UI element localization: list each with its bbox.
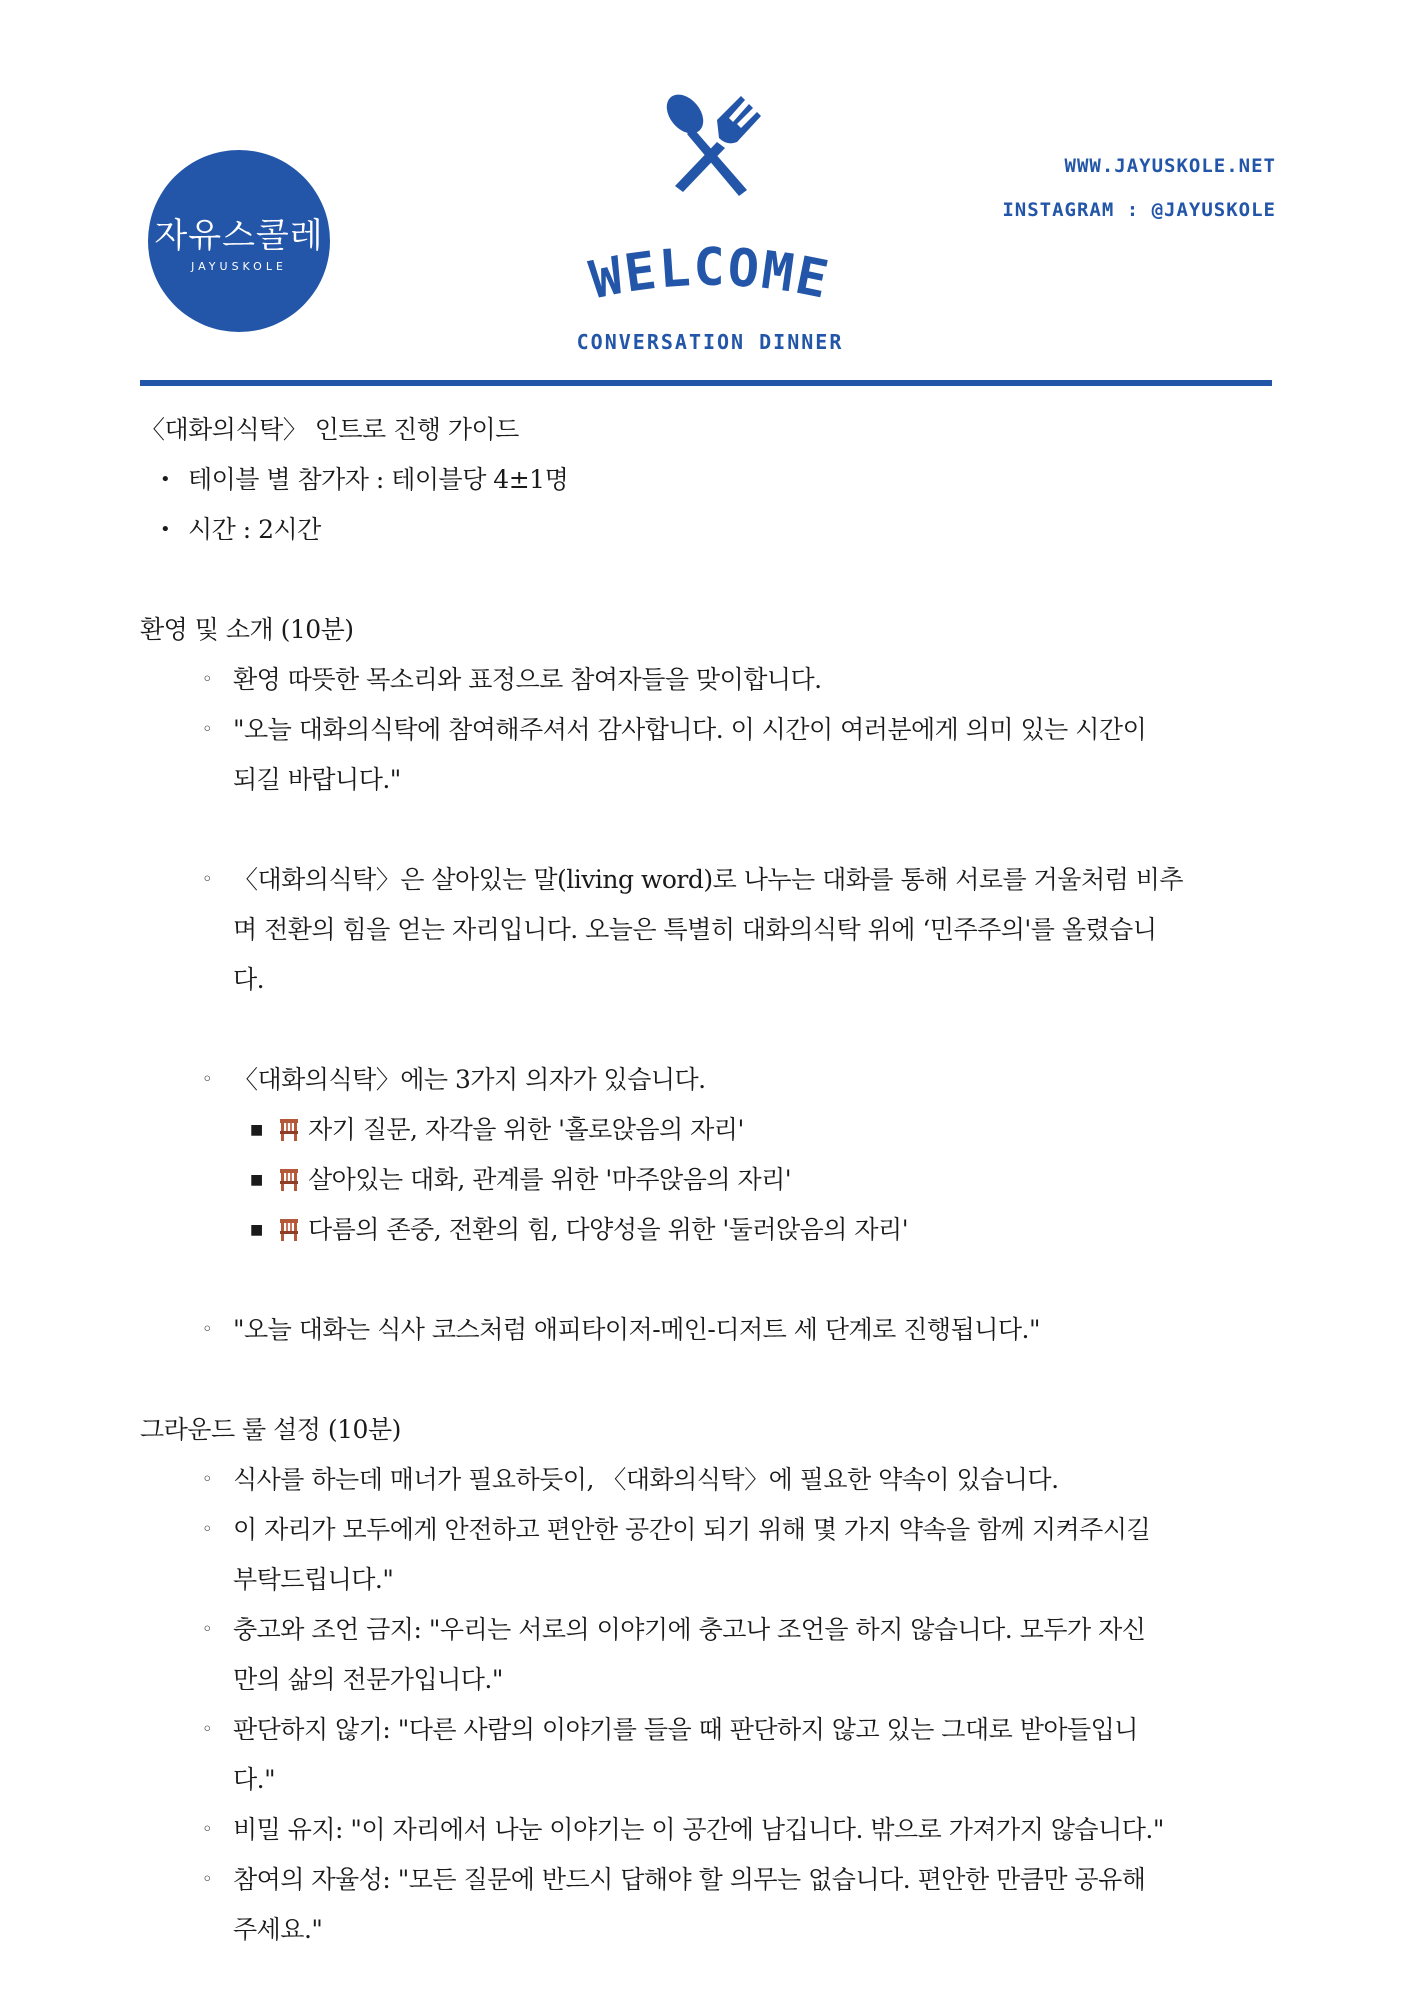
list-item: • 테이블 별 참가자 : 테이블당 4±1명 xyxy=(140,455,1280,505)
instagram-text: INSTAGRAM : @JAYUSKOLE xyxy=(1002,199,1276,221)
circle-bullet-icon: ◦ xyxy=(202,1869,213,1890)
logo-main-text: 자유스콜레 xyxy=(154,216,324,256)
bullet-icon: • xyxy=(160,469,171,490)
website-text: WWW.JAYUSKOLE.NET xyxy=(1064,155,1276,177)
circle-bullet-icon: ◦ xyxy=(202,1069,213,1090)
list-item: ◦ 〈대화의식탁〉은 살아있는 말(living word)로 나누는 대화를 통해 서로를 거울처럼 비추 xyxy=(140,855,1280,905)
list-item: ◦ 충고와 조언 금지: "우리는 서로의 이야기에 충고나 조언을 하지 않습니다. 모두가 자신 xyxy=(140,1605,1280,1655)
list-item: ◦ 식사를 하는데 매너가 필요하듯이, 〈대화의식탁〉에 필요한 약속이 있습니다. xyxy=(140,1455,1280,1505)
logo xyxy=(148,150,330,332)
circle-bullet-icon: ◦ xyxy=(202,869,213,890)
square-bullet-icon: ■ xyxy=(250,1172,263,1188)
chair-item: ■ 다름의 존중, 전환의 힘, 다양성을 위한 '둘러앉음의 자리' xyxy=(140,1205,1280,1255)
list-item-continued: 부탁드립니다." xyxy=(233,1565,394,1594)
logo-sub-text: JAYUSKOLE xyxy=(191,260,287,273)
list-item: ◦ 이 자리가 모두에게 안전하고 편안한 공간이 되기 위해 몇 가지 약속을 함께 지켜주시길 xyxy=(140,1505,1280,1555)
contact-info xyxy=(1002,144,1276,232)
circle-bullet-icon: ◦ xyxy=(202,1519,213,1540)
list-item: ◦ 환영 따뜻한 목소리와 표정으로 참여자들을 맞이합니다. xyxy=(140,655,1280,705)
list-item: ◦ 판단하지 않기: "다른 사람의 이야기를 들을 때 판단하지 않고 있는 그대로 받아들입니 xyxy=(140,1705,1280,1755)
list-item-continued: 주세요." xyxy=(233,1915,323,1944)
guide-content xyxy=(140,405,1280,1955)
intro-title: 〈대화의식탁〉 인트로 진행 가이드 xyxy=(140,415,519,444)
square-bullet-icon: ■ xyxy=(250,1122,263,1138)
circle-bullet-icon: ◦ xyxy=(202,1319,213,1340)
chair-icon xyxy=(278,1118,300,1142)
chair-icon xyxy=(278,1168,300,1192)
list-item-continued: 며 전환의 힘을 얻는 자리입니다. 오늘은 특별히 대화의식탁 위에 ‘민주주의'를 올렸습니 xyxy=(233,915,1157,944)
list-item: ◦ "오늘 대화는 식사 코스처럼 애피타이저-메인-디저트 세 단계로 진행됩니다." xyxy=(140,1305,1280,1355)
bullet-icon: • xyxy=(160,519,171,540)
list-item: ◦ "오늘 대화의식탁에 참여해주셔서 감사합니다. 이 시간이 여러분에게 의미 있는 시간이 xyxy=(140,705,1280,755)
circle-bullet-icon: ◦ xyxy=(202,669,213,690)
list-item-continued: 다. xyxy=(233,965,265,994)
circle-bullet-icon: ◦ xyxy=(202,719,213,740)
list-item: ◦ 참여의 자율성: "모든 질문에 반드시 답해야 할 의무는 없습니다. 편안한 만큼만 공유해 xyxy=(140,1855,1280,1905)
list-item: • 시간 : 2시간 xyxy=(140,505,1280,555)
list-item-continued: 다." xyxy=(233,1765,276,1794)
section-title-rules: 그라운드 룰 설정 (10분) xyxy=(140,1415,401,1444)
svg-text:WELCOME xyxy=(585,238,835,311)
circle-bullet-icon: ◦ xyxy=(202,1469,213,1490)
subtitle: CONVERSATION DINNER xyxy=(576,330,844,354)
header-divider xyxy=(140,380,1272,386)
spoon-fork-icon xyxy=(655,90,775,200)
circle-bullet-icon: ◦ xyxy=(202,1619,213,1640)
header xyxy=(0,0,1414,400)
chair-icon xyxy=(278,1218,300,1242)
circle-bullet-icon: ◦ xyxy=(202,1719,213,1740)
welcome-text: WELCOME xyxy=(585,238,835,312)
list-item-continued: 되길 바랍니다." xyxy=(233,765,401,794)
list-item-continued: 만의 삶의 전문가입니다." xyxy=(233,1665,503,1694)
welcome-title xyxy=(560,235,860,315)
square-bullet-icon: ■ xyxy=(250,1222,263,1238)
list-item: ◦ 〈대화의식탁〉에는 3가지 의자가 있습니다. xyxy=(140,1055,1280,1105)
chair-item: ■ 살아있는 대화, 관계를 위한 '마주앉음의 자리' xyxy=(140,1155,1280,1205)
circle-bullet-icon: ◦ xyxy=(202,1819,213,1840)
list-item: ◦ 비밀 유지: "이 자리에서 나눈 이야기는 이 공간에 남깁니다. 밖으로 가져가지 않습니다." xyxy=(140,1805,1280,1855)
section-title-welcome: 환영 및 소개 (10분) xyxy=(140,615,354,644)
chair-item: ■ 자기 질문, 자각을 위한 '홀로앉음의 자리' xyxy=(140,1105,1280,1155)
